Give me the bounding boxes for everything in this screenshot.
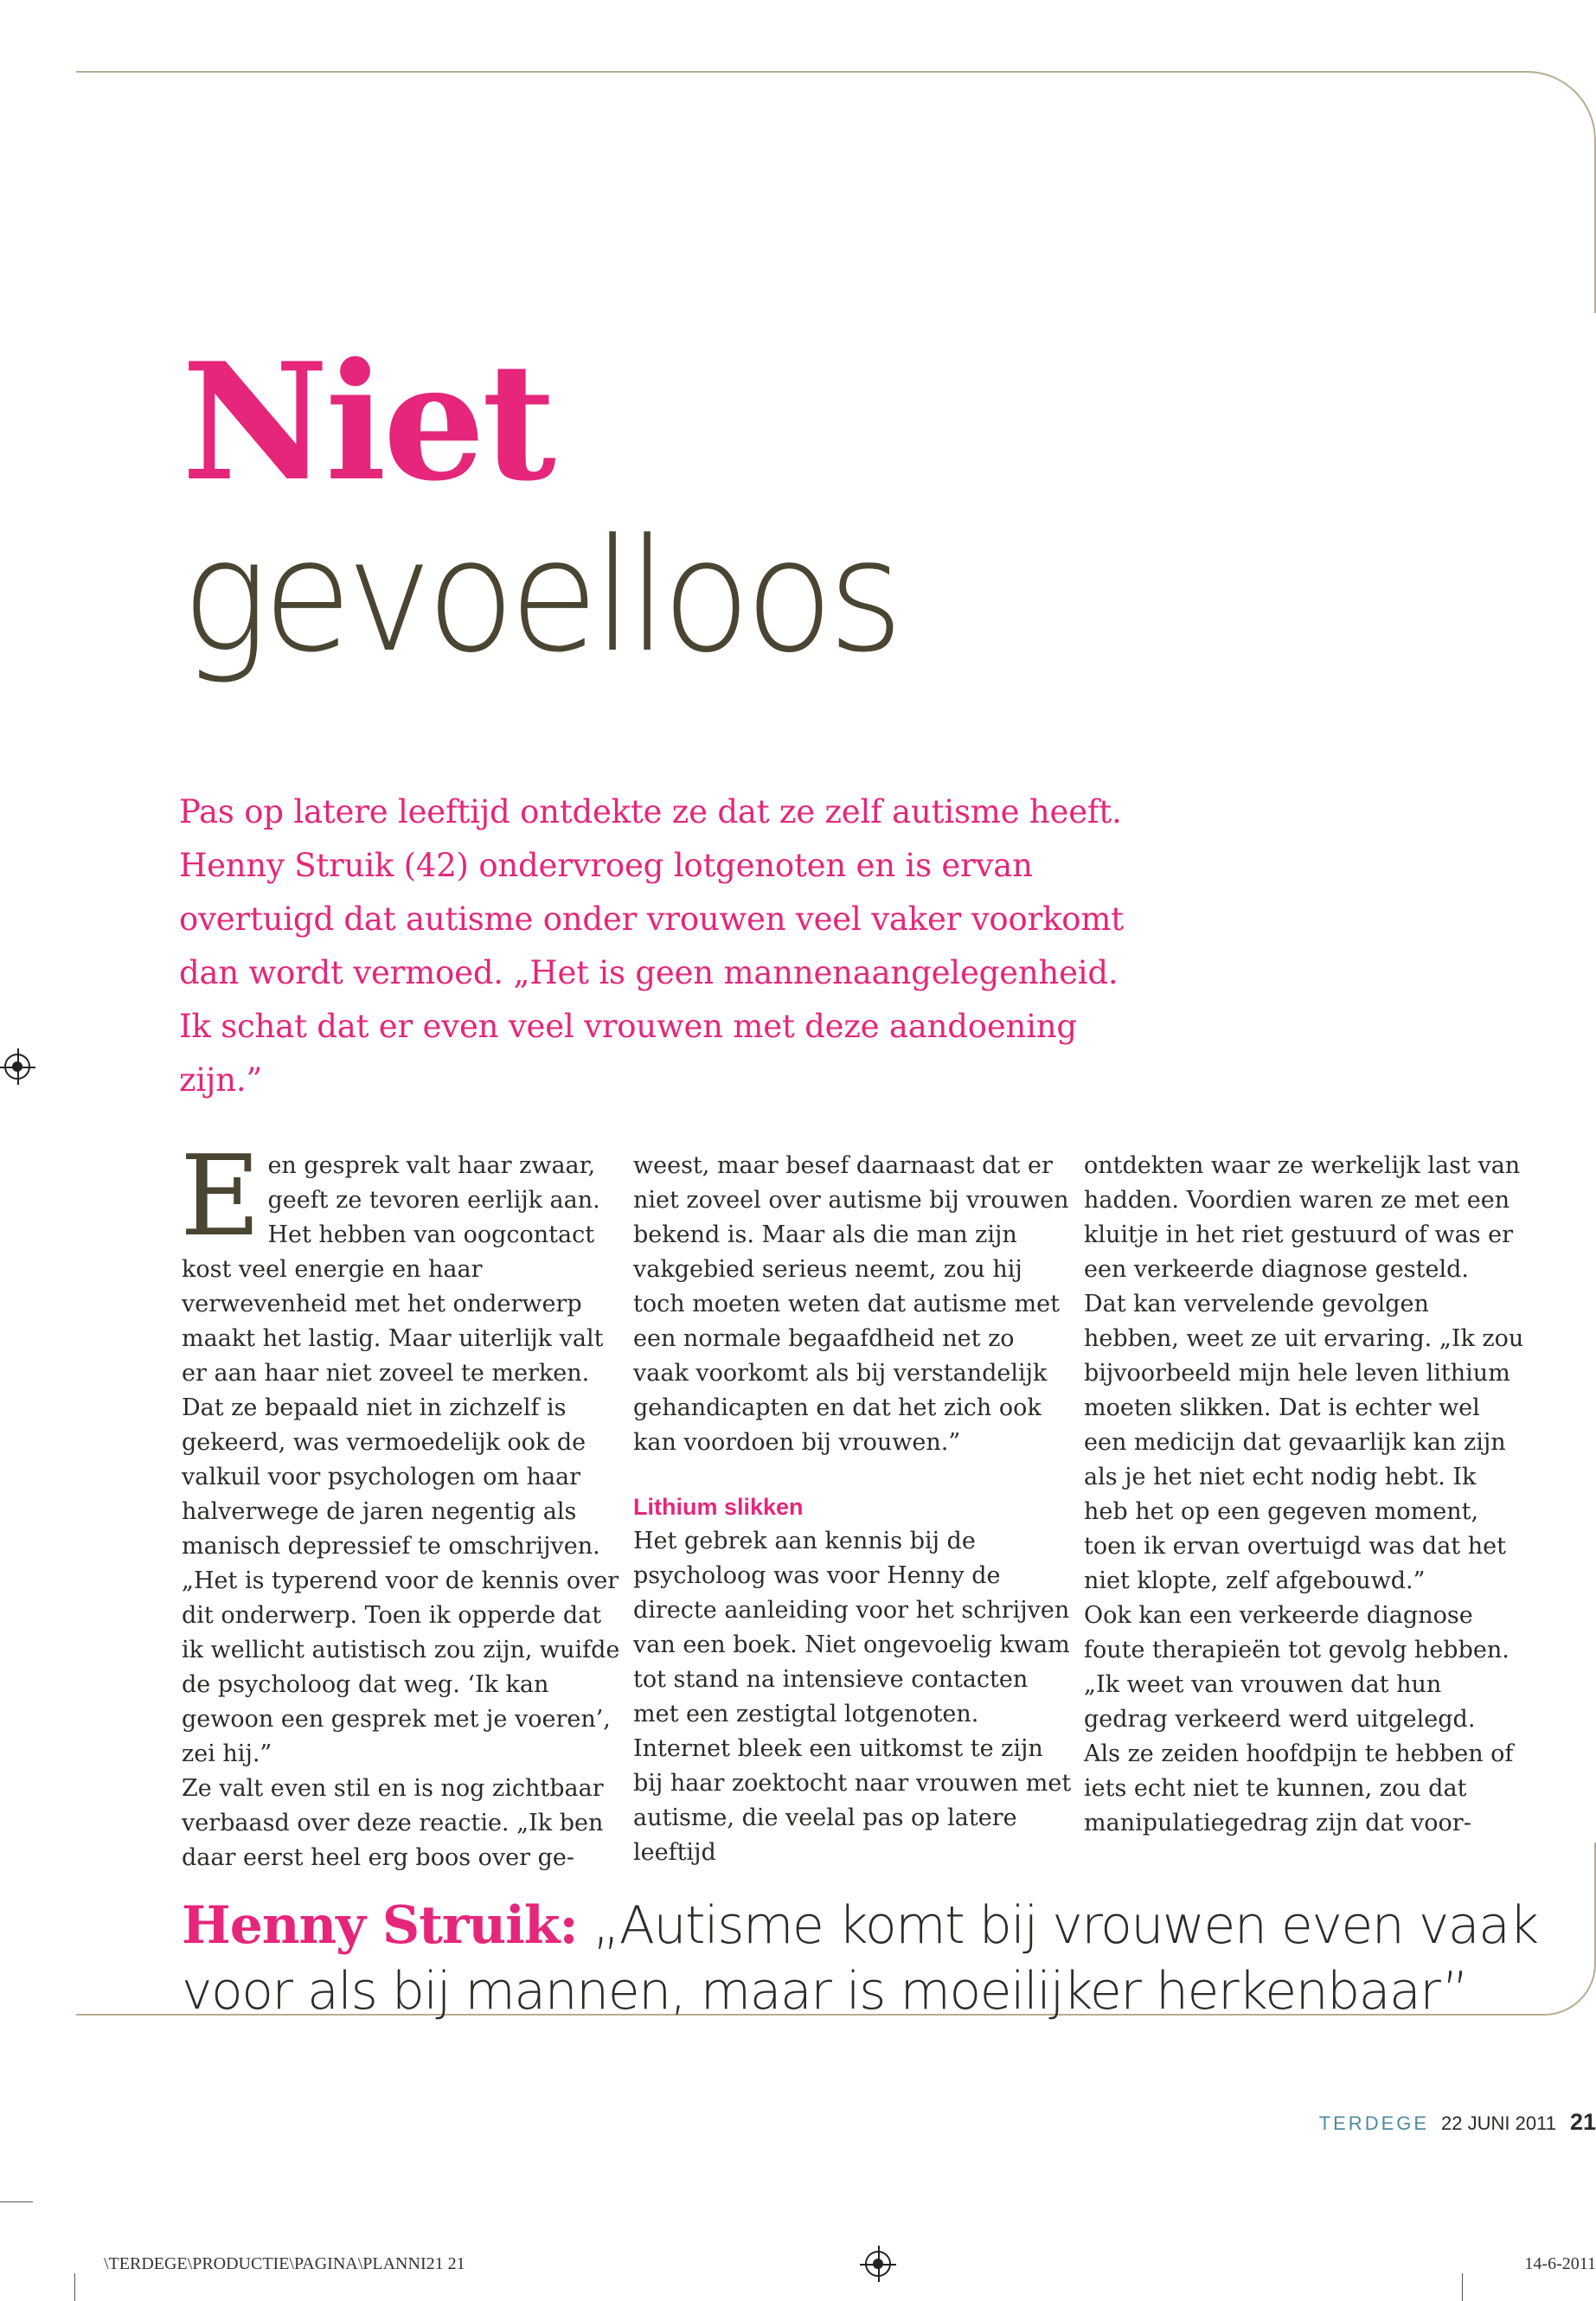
page-number: 21 [1569, 2109, 1596, 2135]
column-1-paragraph-1 [180, 1132, 623, 1772]
headline-niet: Niet [182, 327, 553, 516]
print-slug-date: 14-6-2011 [1524, 2254, 1596, 2273]
crop-mark [74, 2273, 75, 2301]
pull-quote-name: Henny Struik: [182, 1895, 578, 1956]
print-slug-path: \TERDEGE\PRODUCTIE\PAGINA\PLANNI21 21 [104, 2254, 465, 2273]
column-1-paragraph-2: Ze valt even stil en is nog zichtbaar verbaasd over deze reactie. „Ik ben daar eerst heel erg boos over ge- [182, 1775, 604, 1871]
issue-date: 22 JUNI 2011 [1441, 2112, 1556, 2134]
intro-paragraph: Pas op latere leeftijd ontdekte ze dat ze zelf autisme heeft. Henny Struik (42) ondervroeg lotgenoten en is ervan overtuigd dat autisme onder vrouwen veel vaker voorkomt dan wordt vermoed. „Het is geen mannenaangelegenheid. Ik schat dat er even veel vrouwen met deze aandoening zijn.” [179, 793, 1124, 1099]
registration-mark-icon [865, 2251, 891, 2277]
column-3-paragraph-3: Ook kan een verkeerde diagnose foute therapieën tot gevolg hebben. „Ik weet van vrouwen dat hun gedrag verkeerd werd uitgelegd. [1084, 1602, 1509, 1733]
column-1-text-1: en gesprek valt haar zwaar, geeft ze tevoren eerlijk aan. Het hebben van oogcontact kost veel energie en haar verwevenheid met het onderwerp maakt het lastig. Maar uiterlijk valt er aan haar niet zoveel te merken. Dat ze bepaald niet in zichzelf is gekeerd, was vermoedelijk ook de valkuil voor psychologen om haar halverwege de jaren negentig als manisch depressief te omschrijven. „Het is typerend voor de kennis over dit onderwerp. Toen ik opperde dat ik wellicht autistisch zou zijn, wuifde de psycholoog dat weg. ‘Ik kan gewoon een gesprek met je voeren’, zei hij.” [182, 1152, 620, 1767]
subheading-lithium: Lithium slikken [633, 1494, 804, 1520]
column-3-paragraph-4: Als ze zeiden hoofdpijn te hebben of iets echt niet te kunnen, zou dat manipulatiegedrag zijn dat voor- [1084, 1740, 1514, 1836]
page-folio [990, 2109, 1596, 2136]
crop-mark [1462, 2273, 1463, 2301]
column-2-paragraph-2: Het gebrek aan kennis bij de psycholoog was voor Henny de directe aanleiding voor het schrijven van een boek. Niet ongevoelig kwam tot stand na intensieve contacten met een zestigtal lotgenoten. Internet bleek een uitkomst te zijn bij haar zoektocht naar vrouwen met autisme, die veelal pas op latere leeftijd [633, 1528, 1072, 1866]
pull-quote [182, 1893, 1548, 2024]
drop-cap: E [180, 1132, 261, 1261]
registration-mark-icon [4, 1054, 30, 1080]
column-3-paragraph-1: ontdekten waar ze werkelijk last van hadden. Voordien waren ze met een kluitje in het riet gestuurd of was er een verkeerde diagnose gesteld. [1084, 1152, 1521, 1283]
column-3-paragraph-2: Dat kan vervelende gevolgen hebben, weet ze uit ervaring. „Ik zou bijvoorbeeld mijn hele leven lithium moeten slikken. Dat is echter wel een medicijn dat gevaarlijk kan zijn als je het niet echt nodig hebt. Ik heb het op een gegeven moment, toen ik ervan overtuigd was dat het niet klopte, zelf afgebouwd.” [1084, 1291, 1524, 1594]
headline-gevoelloos: gevoelloos [182, 506, 898, 687]
pull-quote-text: „Autisme komt bij vrouwen even vaak voor als bij mannen, maar is moeilijker herkenbaar” [182, 1895, 1538, 2022]
article-column-2 [633, 1149, 1074, 1870]
article-column-1 [180, 1132, 623, 1875]
magazine-name: TERDEGE [1318, 2112, 1430, 2134]
page-frame-top [76, 71, 1596, 313]
article-column-3 [1084, 1149, 1525, 1841]
column-2-paragraph-1: weest, maar besef daarnaast dat er niet zoveel over autisme bij vrouwen bekend is. Maar als die man zijn vakgebied serieus neemt, zou hij toch moeten weten dat autisme met een normale begaafdheid net zo vaak voorkomt als bij verstandelijk gehandicapten en dat het zich ook kan voordoen bij vrouwen.” [633, 1152, 1069, 1456]
